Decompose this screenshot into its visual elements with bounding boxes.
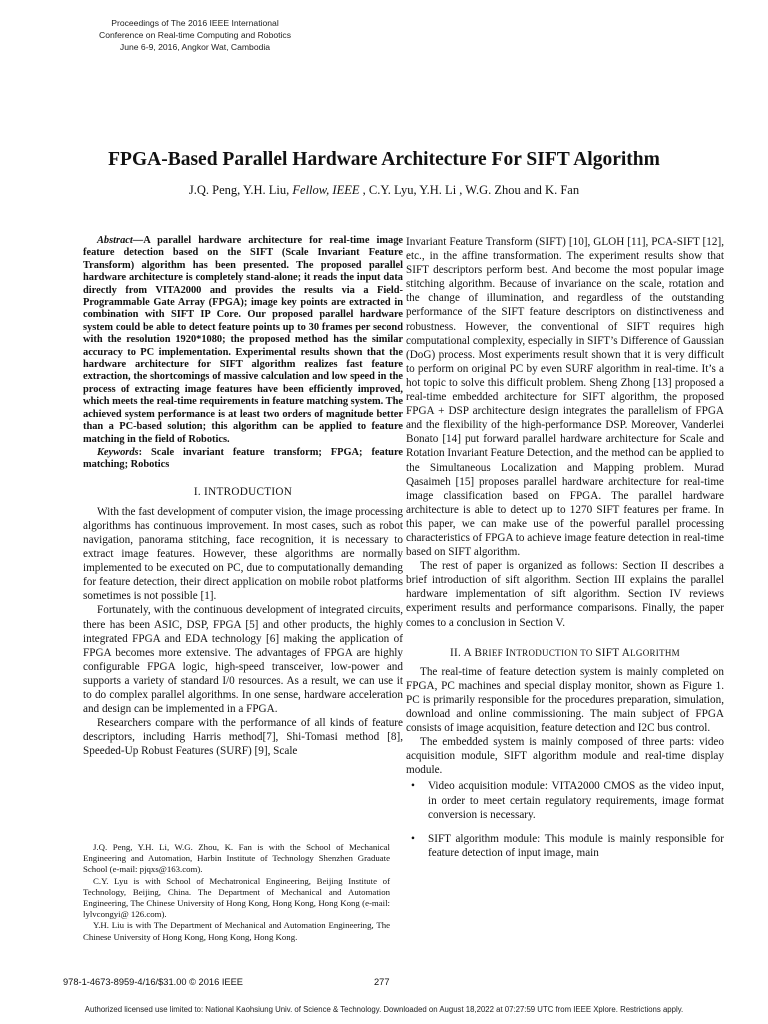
author-footnotes [83,842,390,943]
footnote: Y.H. Liu is with The Department of Mechanical and Automation Engineering, The Chinese University of Hong Kong, Hong Kong, Hong Kong. [83,920,390,942]
proceedings-header [80,17,310,53]
heading-part: B [474,646,483,659]
heading-part: SIFT [595,646,622,659]
heading-part: RIEF [482,647,506,658]
list-item: • Video acquisition module: VITA2000 CMOS as the video input, in order to meet certain regulatory requirements, image format conversion is necessary. [428,779,724,821]
paragraph: Invariant Feature Transform (SIFT) [10], GLOH [11], PCA-SIFT [12], etc., in the affine transformation. The experiment results show that SIFT descriptors perform best. And become the most popular image stitching algorithm. Because of invariance on the scale, rotation and the change of illumination, and regardless of the outstanding performance of the SIFT feature descriptors on distinctiveness and robustness. However, the conventional of SIFT requires high computational complexity, especially in SIFT’s Difference of Gaussian (DoG) process. Most experiments result shown that it is very difficult to perform on original PC by even SURF algorithm in real-time. It’s a hot topic to solve this difficult problem. Sheng Zhong [13] proposed a real-time embedded architecture for SIFT algorithm, the proposed FPGA + DSP architecture design integrates the parallelism of FPGA and the flexibility of the high-performance DSP. Moreover, Vanderlei Bonato [14] put forward parallel hardware architecture for Scale and Rotation Invariant Feature Detection, and the method can be applied to the Simultaneous Localization and Mapping problem. Murad Qasaimeh [15] proposes parallel hardware architecture for real-time image classification based on FPGA. The parallel hardware architecture is able to detect up to 1270 SIFT features per frame. In this paper, we can make use of the powerful parallel processing characteristics of FPGA to achieve image feature detection in real-time based on SIFT algorithm. [406,236,724,559]
paragraph: The real-time of feature detection system is mainly completed on FPGA, PC machines and special display monitor, shown as Figure 1. PC is primarily responsible for the procedures preparation, simulation, download and online commissioning. The main subject of FPGA consists of image acquisition, feature detection and I2C bus control. [406,665,724,735]
heading-part: I [505,646,510,659]
paragraph: The rest of paper is organized as follows: Section II describes a brief introduction of sift algorithm. Section III explains the parallel hardware implementation of sift algorithm. Section IV reviews experiment results and performance comparisons. Finally, the paper comes to a conclusion in Section V. [406,560,724,629]
paragraph: Researchers compare with the performance of all kinds of feature descriptors, including Harris method[7], Shi-Tomasi method [8], Speeded-Up Robust Features (SURF) [9], Scale [83,717,403,758]
heading-part: II. A [449,646,475,659]
heading-part: A [621,646,631,659]
license-notice: Authorized licensed use limited to: National Kaohsiung Univ. of Science & Technology. Downloaded on August 18,2022 at 07:27:59 UTC from IEEE Xplore. Restrictions apply. [84,1005,684,1014]
footnote: C.Y. Lyu is with School of Mechatronical Engineering, Beijing Institute of Technology, Beijing, China. The Department of Mechanical and Automation Engineering, The Chinese University of Hong Kong, Hong Kong, Hong Kong (e-mail: lylvcongyi@ 126.com). [83,875,390,920]
abstract-label: Abstract [97,235,133,246]
section-heading-introduction: I. INTRODUCTION [193,485,293,498]
list-item: • SIFT algorithm module: This module is mainly responsible for feature detection of input image, main [428,832,724,860]
page-number: 277 [374,977,390,987]
section-heading-sift-intro [406,646,724,660]
paper-title: FPGA-Based Parallel Hardware Architecture For SIFT Algorithm [108,149,660,170]
proceedings-line: Proceedings of The 2016 IEEE International [111,18,279,28]
footnote: J.Q. Peng, Y.H. Li, W.G. Zhou, K. Fan is with the School of Mechanical Engineering and Automation, Harbin Institute of Technology Shenzhen Graduate School (e-mail: pjqxs@163.com). [83,842,390,875]
abstract [83,235,403,446]
author-list [0,183,768,198]
authors-fellow: Fellow, IEEE [292,183,360,197]
keywords-label: Keywords [97,446,139,458]
keywords-text: : Scale invariant feature transform; FPGA; feature matching; Robotics [83,446,403,471]
heading-part: LGORITHM [630,647,680,658]
proceedings-line: June 6-9, 2016, Angkor Wat, Cambodia [119,42,271,52]
authors-part1: J.Q. Peng, Y.H. Liu, [188,183,293,197]
paragraph: Fortunately, with the continuous development of integrated circuits, there has been ASIC, DSP, FPGA [5] and other products, the highly integrated FPGA and EDA technology [6] making the application of FPGA becomes more extensive. The advantages of FPGA are highly configurable FPGA logic, high-speed transceiver, low-power and supports a variety of standard I/0 resources. As a result, we can use it to do complex parallel algorithms. In one sense, hardware acceleration and design can be implemented in a FPGA. [83,604,403,716]
module-list [406,779,724,859]
authors-part2: , C.Y. Lyu, Y.H. Li , W.G. Zhou and K. Fan [359,183,580,197]
left-column [83,235,403,759]
proceedings-line: Conference on Real-time Computing and Robotics [98,30,292,40]
paragraph: With the fast development of computer vision, the image processing algorithms has continuous improvement. In most cases, such as robot navigation, panorama stitching, face recognition, it is necessary to extract image features. However, these algorithms are normally implemented to be executed on PC, due to computationally demanding for feature detection, their direct application on mobile robot platforms sometimes is not possible [1]. [83,505,403,603]
abstract-text: —A parallel hardware architecture for real-time image feature detection based on the SIFT (Scale Invariant Feature Transform) algorithm has been presented. The proposed parallel hardware architecture is completely stand-alone; it reads the input data directly from VITA2000 and provides the results via a Field-Programmable Gate Array (FPGA); image key points are extracted in combination with SIFT IP Core. Our proposed parallel hardware system could be able to detect feature points up to 30 frames per second with the resolution 1920*1080; the proposed method has the similar accuracy to PC implementation. Experimental results shown that the hardware architecture for SIFT algorithm realizes fast feature extraction, the shortcomings of massive calculation and low speed in the process of extracting image features have been efficiently improved, which meets the real-time requirements in feature matching system. The achieved system performance is at least two orders of magnitude better than a PC-based solution; this algorithm can be applied to feature matching in the field of Robotics. [83,235,403,445]
isbn-copyright: 978-1-4673-8959-4/16/$31.00 © 2016 IEEE [63,977,244,987]
heading-part: NTRODUCTION TO [509,647,596,658]
right-column [406,235,724,870]
keywords [83,447,403,472]
paragraph: The embedded system is mainly composed of three parts: video acquisition module, SIFT algorithm module and real-time display module. [406,736,724,777]
